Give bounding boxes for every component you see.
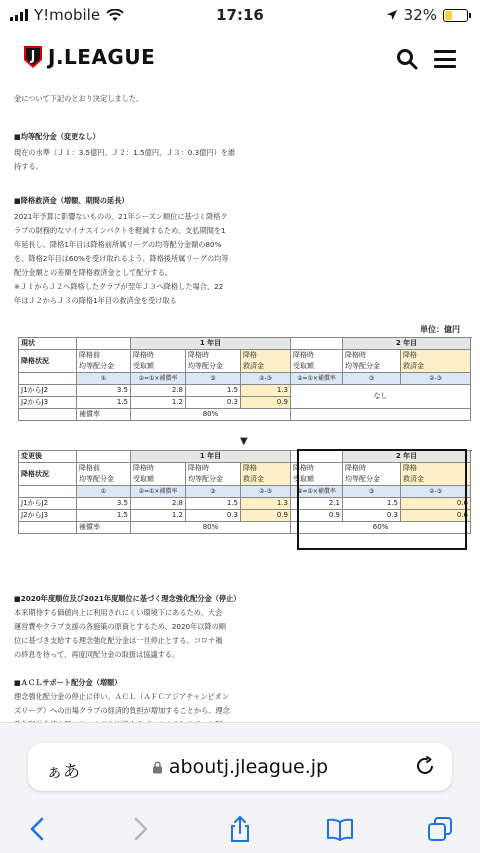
year1-header: 1 年目 [131,451,291,463]
paragraph-line: の終息を待って、再度同配分金の取扱は協議する。 [14,650,180,659]
current-allocation-table [18,337,471,421]
article-body-lower [14,580,284,732]
col-header: 降格時 均等配分金 [343,350,401,373]
revised-allocation-table [18,450,471,534]
paragraph-line: ラブの財務的なマイナスインパクトを軽減するため、支払期間を1 [14,226,226,235]
paragraph-line: 現在の水準（Ｊ１：3.5億円、Ｊ２：1.5億円、Ｊ３：0.3億円）を維 [14,148,236,157]
formula-cell: ① [77,373,131,385]
col-header: 降格時 均等配分金 [186,350,241,373]
col-header: 降格時 受取額 [291,463,343,486]
article-body [14,92,284,308]
search-icon[interactable] [396,48,418,70]
table-row: J1からJ2 3.5 2.8 1.5 1.3 2.1 1.5 0.6 [19,498,471,510]
site-header [0,36,480,82]
formula-cell: ②-③ [401,373,471,385]
status-col-header: 降格状況 [19,463,77,486]
col-header: 降格時 受取額 [291,350,343,373]
navigation-bar [0,815,480,845]
col-header: 降格前 均等配分金 [77,350,131,373]
paragraph-line: 持する。 [14,162,43,171]
formula-cell: ③ [343,486,401,498]
formula-cell: ②=①×補償率 [291,373,343,385]
table-row: 補償率 80% 60% [19,522,471,534]
table-title: 変更後 [19,451,77,463]
reload-icon[interactable] [414,755,436,777]
formula-cell: ③ [186,373,241,385]
section-heading: ■均等配分金（変更なし） [14,132,100,141]
logo-text: J.LEAGUE [48,45,156,69]
back-icon[interactable] [24,815,52,843]
down-arrow-icon: ▼ [240,436,248,447]
table-row: J1からJ2 3.5 2.8 1.5 1.3 なし [19,385,471,397]
formula-cell: ②=①×補償率 [291,486,343,498]
battery-percent: 32% [403,6,437,24]
col-header: 降格時 均等配分金 [343,463,401,486]
col-header: 降格時 受取額 [131,350,186,373]
jleague-emblem-icon [22,44,44,70]
table-row: 補償率 80% [19,409,471,421]
bookmarks-icon[interactable] [326,815,354,843]
clock: 17:16 [216,6,264,24]
col-header: 降格時 受取額 [131,463,186,486]
col-header: 降格 救済金 [401,350,471,373]
url-text: aboutj.jleague.jp [168,756,329,778]
col-header: 降格 救済金 [241,350,291,373]
col-header: 降格前 均等配分金 [77,463,131,486]
carrier-name: Y!mobile [34,6,101,24]
location-arrow-icon [386,9,398,21]
paragraph-line: 本来期待する価値向上に利用されにくい環境下にあるため、大会 [14,608,223,617]
section-heading: ■2020年度順位及び2021年度順位に基づく理念強化配分金（停止） [14,594,241,603]
section-heading: ■ＡＣＬサポート配分金（増額） [14,678,122,687]
formula-cell: ②=①×補償率 [131,373,186,385]
paragraph-line: ズリーグ）への出場クラブの経済的負担が増加することから、理念 [14,706,230,715]
year2-header: 2 年目 [343,451,471,463]
formula-cell: ① [77,486,131,498]
status-col-header: 降格状況 [19,350,77,373]
paragraph-line: 年はＪ２からＪ３の降格1年目の救済金を受け取る [14,296,177,305]
year1-header: 1 年目 [131,338,291,350]
hamburger-menu-icon[interactable] [434,50,456,68]
paragraph-line: 理念強化配分金の停止に伴い、ＡＣＬ（ＡＦＣアジアチャンピオン [14,692,230,701]
paragraph-line: 年延長し、降格1年目は降格前所属リーグの均等配分金額の80% [14,240,222,249]
reader-aa-button[interactable]: ぁあ [46,762,80,782]
paragraph-line: 2021年予算に影響ないものの、21年シーズン順位に基づく降格ク [14,212,228,221]
paragraph-line: ※ＪＩからＪ２へ降格したクラブが翌年Ｊ３へ降格した場合、22 [14,282,224,291]
paragraph-line: を、降格2年目は60%を受け取れるよう、降格後所属リーグの均等 [14,254,229,263]
section-heading: ■降格救済金（増額、期間の延長） [14,196,129,205]
intro-text: 金について下記のとおり決定しました。 [14,94,144,103]
paragraph-line: 運営費やクラブ支援の各施策の原資とするため、2020年以降の順 [14,622,227,631]
tabs-icon[interactable] [426,815,454,843]
formula-cell: ②-③ [241,373,291,385]
year2-header: 2 年目 [343,338,471,350]
battery-icon [443,9,468,22]
forward-icon[interactable] [126,815,154,843]
formula-cell: ③ [186,486,241,498]
formula-cell: ③ [343,373,401,385]
formula-cell: ②=①×補償率 [131,486,186,498]
table-title: 現状 [19,338,77,350]
address-bar[interactable] [28,743,452,791]
formula-cell: ②-③ [401,486,471,498]
status-bar [0,0,480,30]
unit-label: 単位：億円 [420,325,460,334]
col-header: 降格 救済金 [241,463,291,486]
table-row: J2からJ3 1.5 1.2 0.3 0.9 0.9 0.3 0.6 [19,510,471,522]
share-icon[interactable] [226,815,254,843]
browser-toolbar [0,722,480,853]
col-header: 降格時 均等配分金 [186,463,241,486]
lock-icon [152,761,163,774]
table-row: J2からJ3 1.5 1.2 0.3 0.9 [19,397,471,409]
formula-cell: ②-③ [241,486,291,498]
jleague-logo[interactable] [22,44,155,70]
paragraph-line: 位に基づき支給する理念強化配分金は一旦停止とする。コロナ禍 [14,636,223,645]
paragraph-line: 配分金額との差額を降格救済金として配分する。 [14,268,173,277]
col-header: 降格 救済金 [401,463,471,486]
none-cell: なし [291,385,471,409]
